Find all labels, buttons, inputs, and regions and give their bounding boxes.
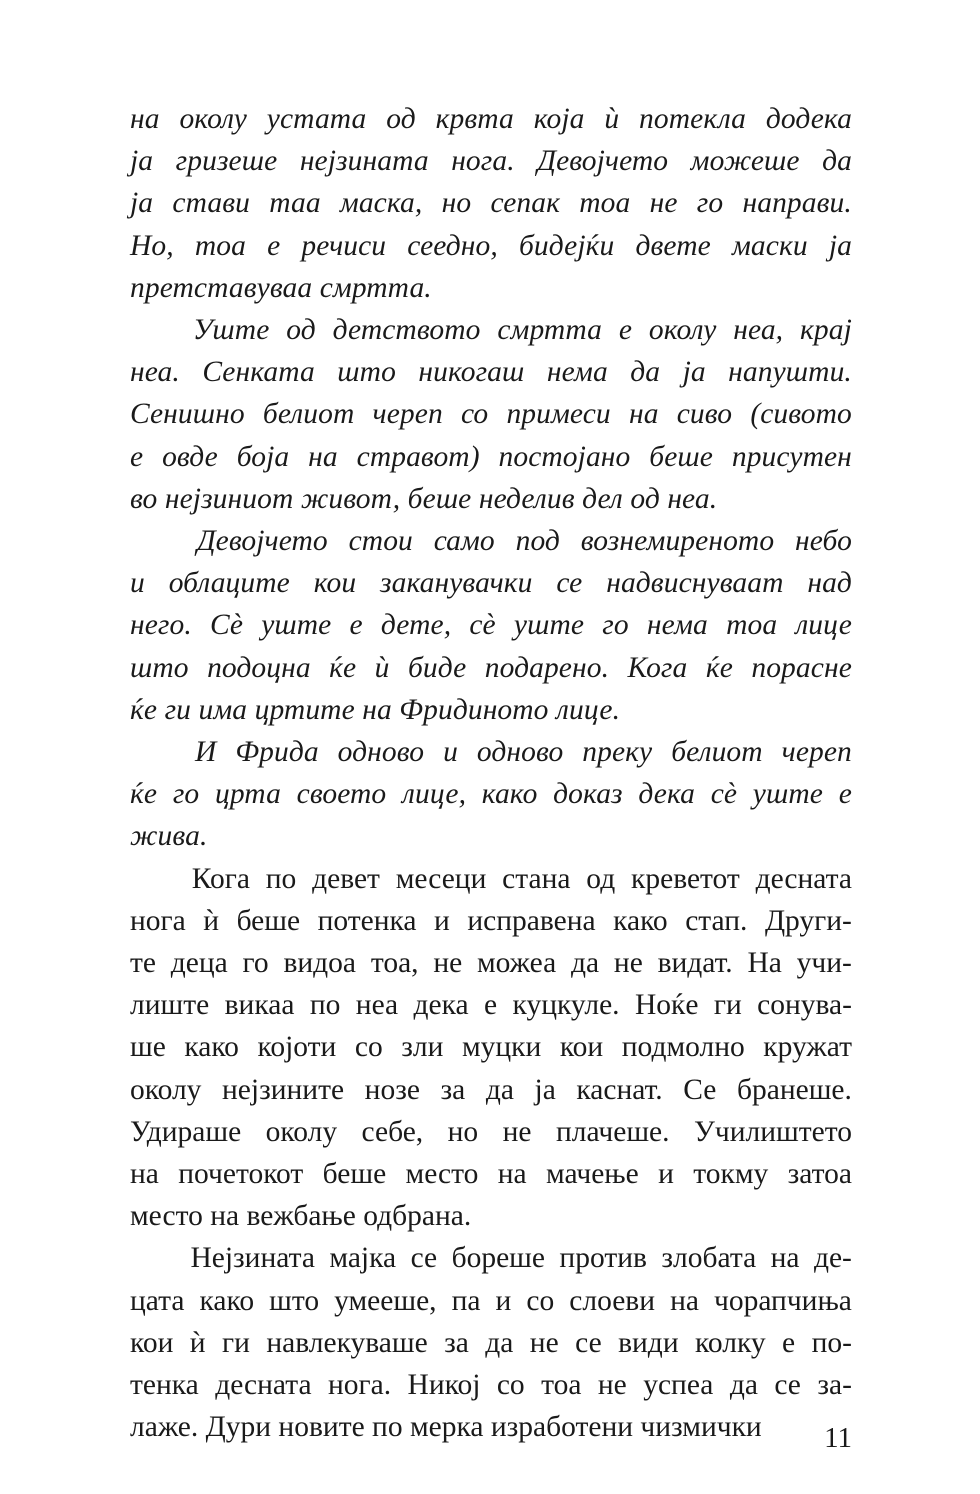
word: на: [670, 1284, 699, 1317]
word: мајка: [329, 1242, 397, 1275]
word: ја: [682, 356, 706, 389]
word: па: [451, 1284, 481, 1317]
word: зли: [401, 1031, 444, 1064]
word: лице,: [402, 778, 467, 811]
word: И: [194, 736, 217, 769]
word: ѝ: [604, 103, 620, 135]
word: затоа: [787, 1158, 852, 1191]
word: е: [484, 989, 498, 1022]
word: ја: [534, 1073, 556, 1106]
word: овде: [162, 440, 218, 473]
word: го: [172, 778, 200, 811]
text-line: жива.: [130, 820, 208, 853]
paragraph-indent: [130, 731, 176, 773]
word: која: [533, 103, 585, 135]
word: бранеше.: [736, 1073, 852, 1106]
word: белиот: [671, 736, 763, 769]
word: да: [630, 356, 661, 389]
word: нејзината: [299, 145, 429, 178]
word: ја: [130, 145, 154, 178]
word: за: [440, 1073, 466, 1106]
word: но: [441, 187, 472, 220]
word: се: [575, 1326, 602, 1359]
word: лиште: [130, 989, 210, 1022]
word: го: [242, 947, 269, 980]
word: кои: [559, 1031, 604, 1064]
word: видоа: [283, 947, 357, 980]
word: по: [265, 862, 297, 895]
word: е: [130, 440, 144, 473]
word: ги: [713, 989, 742, 1022]
word: череп: [372, 398, 443, 431]
word: бидејќи: [518, 229, 615, 262]
word: ѝ: [203, 904, 220, 937]
word: стап.: [685, 904, 748, 937]
word: муцки: [461, 1031, 542, 1064]
word: нога.: [328, 1369, 392, 1402]
word: е: [618, 314, 633, 347]
word: тенка: [130, 1369, 199, 1402]
text-line: претставуваа смртта.: [130, 271, 432, 304]
word: (сивото: [750, 398, 852, 431]
text-line: [130, 351, 852, 393]
paragraph: [130, 858, 852, 1238]
word: тоа: [541, 1369, 582, 1402]
word: навлекуваше: [266, 1326, 428, 1359]
text-line: [130, 773, 852, 815]
text-line: [130, 1069, 852, 1111]
word: потенка: [317, 904, 417, 937]
word: Други-: [764, 904, 852, 937]
word: куцкуле.: [512, 989, 620, 1022]
word: плачеше.: [555, 1115, 670, 1148]
word: тоа: [726, 609, 778, 642]
word: маска,: [339, 187, 423, 220]
word: биде: [407, 651, 467, 684]
word: од: [286, 314, 316, 347]
text-line: ќе ги има цртите на Фридиното лице.: [130, 693, 621, 726]
word: против: [559, 1242, 647, 1275]
word: и: [130, 567, 145, 600]
text-line: лаже. Дури новите по мерка изработени чизмички: [130, 1411, 762, 1444]
text-line: [130, 520, 852, 562]
word: го: [602, 609, 629, 642]
text-line: [130, 731, 852, 773]
word: сеедно,: [407, 229, 498, 262]
word: сиво: [676, 398, 733, 431]
text-line: [130, 182, 852, 224]
word: беше: [649, 440, 713, 473]
word: за-: [817, 1369, 852, 1402]
word: уште: [513, 609, 585, 642]
word: не: [597, 1369, 627, 1402]
word: за: [444, 1326, 469, 1359]
word: Но,: [130, 229, 174, 262]
word: напушти.: [728, 356, 852, 389]
text-line: [130, 647, 852, 689]
word: и: [434, 904, 450, 937]
word: примеси: [506, 398, 611, 431]
word: дека: [638, 778, 695, 811]
word: стои: [348, 525, 413, 558]
word: ќе: [130, 778, 158, 811]
word: подоцна: [207, 651, 311, 684]
word: со: [354, 1031, 383, 1064]
word: облаците: [168, 567, 290, 600]
word: постојано: [498, 440, 631, 473]
word: се: [556, 567, 583, 600]
word: каснат.: [576, 1073, 663, 1106]
word: никогаш: [418, 356, 525, 389]
word: е: [349, 609, 363, 642]
word: од: [586, 862, 616, 895]
word: гризеше: [175, 145, 278, 178]
word: да: [822, 145, 852, 178]
word: околу: [265, 1115, 338, 1148]
word: дете,: [380, 609, 452, 642]
word: Никој: [407, 1369, 481, 1402]
word: чорапчиња: [714, 1284, 852, 1317]
word: сонува-: [757, 989, 852, 1022]
word: ја: [130, 187, 154, 220]
word: деца: [170, 947, 228, 980]
word: ше: [130, 1031, 166, 1064]
word: Сѐ: [210, 609, 244, 642]
word: како: [184, 1031, 239, 1064]
word: нога.: [451, 145, 515, 178]
word: десната: [755, 862, 852, 895]
text-line: [130, 98, 852, 140]
paragraph: [130, 309, 852, 520]
text-line: [130, 309, 852, 351]
word: што: [269, 1284, 320, 1317]
word: на: [130, 103, 160, 135]
word: тоа: [194, 229, 246, 262]
word: смртта: [497, 314, 602, 347]
word: по-: [811, 1326, 852, 1359]
text-line: [130, 1322, 852, 1364]
word: учи-: [796, 947, 852, 980]
word: заканувачки: [380, 567, 533, 600]
word: можеше: [690, 145, 800, 178]
word: череп: [781, 736, 852, 769]
word: Се: [683, 1073, 717, 1106]
word: види: [618, 1326, 679, 1359]
word: под: [515, 525, 560, 558]
word: Удираше: [130, 1115, 242, 1148]
word: сепак: [490, 187, 561, 220]
word: од: [386, 103, 416, 135]
word: злобата: [661, 1242, 757, 1275]
word: го: [696, 187, 724, 220]
word: што: [337, 356, 396, 389]
word: со: [526, 1284, 555, 1317]
word: тоа: [579, 187, 631, 220]
word: маски: [731, 229, 808, 262]
word: и: [443, 736, 458, 769]
word: устата: [266, 103, 367, 135]
word: крај: [800, 314, 852, 347]
word: нејзините: [222, 1073, 345, 1106]
word: како: [199, 1284, 255, 1317]
word: стравот): [356, 440, 480, 473]
text-line: [130, 1280, 852, 1322]
word: се: [774, 1369, 801, 1402]
word: ќе: [705, 651, 733, 684]
word: На: [747, 947, 782, 980]
word: на: [770, 1242, 800, 1275]
word: ги: [222, 1326, 250, 1359]
word: стави: [172, 187, 250, 220]
word: почетокот: [178, 1158, 304, 1191]
word: е: [267, 229, 281, 262]
paragraph-indent: [130, 858, 176, 900]
word: Училиштето: [693, 1115, 852, 1148]
word: белиот: [262, 398, 355, 431]
word: потекла: [639, 103, 747, 135]
word: на: [497, 1158, 527, 1191]
word: со: [460, 398, 489, 431]
word: вознемиреното: [580, 525, 775, 558]
word: околу: [130, 1073, 202, 1106]
text-line: [130, 225, 852, 267]
word: не: [649, 187, 678, 220]
word: кружат: [763, 1031, 852, 1064]
text-line: [130, 984, 852, 1026]
text-line: [130, 140, 852, 182]
word: те: [130, 947, 156, 980]
word: видат.: [657, 947, 733, 980]
word: умееше,: [334, 1284, 437, 1317]
word: крвта: [435, 103, 514, 135]
word: не: [529, 1326, 559, 1359]
word: Фрида: [235, 736, 319, 769]
word: успеа: [643, 1369, 714, 1402]
word: Кога: [191, 862, 250, 895]
text-line: [130, 1026, 852, 1068]
word: уште: [261, 609, 332, 642]
paragraph-indent: [130, 520, 176, 562]
page-number: 11: [824, 1422, 852, 1454]
word: боја: [236, 440, 290, 473]
word: надвиснуваат: [606, 567, 784, 600]
word: таа: [269, 187, 321, 220]
word: подмолно: [621, 1031, 745, 1064]
word: нозе: [364, 1073, 420, 1106]
word: како: [613, 904, 668, 937]
paragraph: [130, 1237, 852, 1448]
word: само: [433, 525, 495, 558]
word: доказ: [553, 778, 623, 811]
word: и: [658, 1158, 674, 1191]
word: да: [485, 1073, 514, 1106]
word: подарено.: [484, 651, 610, 684]
text-line: [130, 1237, 852, 1279]
word: којоти: [257, 1031, 337, 1064]
text-line: [130, 1153, 852, 1195]
word: нога: [130, 904, 186, 937]
word: неа,: [733, 314, 784, 347]
word: Девојчето: [537, 145, 669, 178]
text-line: [130, 436, 852, 478]
word: и: [495, 1284, 512, 1317]
word: ја: [828, 229, 852, 262]
word: тоа,: [370, 947, 419, 980]
word: околу: [179, 103, 247, 135]
text-line: [130, 604, 852, 646]
text-line: [130, 942, 852, 984]
paragraph: [130, 520, 852, 731]
word: одново: [476, 736, 564, 769]
word: себе,: [361, 1115, 424, 1148]
word: Ноќе: [634, 989, 699, 1022]
word: де-: [813, 1242, 852, 1275]
word: не: [502, 1115, 532, 1148]
word: на: [130, 1158, 159, 1191]
word: е: [838, 778, 852, 811]
text-line: [130, 1364, 852, 1406]
word: мачење: [546, 1158, 639, 1191]
word: преку: [582, 736, 653, 769]
word: со: [496, 1369, 525, 1402]
word: беше: [236, 904, 301, 937]
word: околу: [648, 314, 717, 347]
paragraph: [130, 98, 852, 309]
word: уште: [752, 778, 823, 811]
word: стана: [502, 862, 571, 895]
word: ѝ: [189, 1326, 206, 1359]
word: ќе: [329, 651, 357, 684]
word: кои: [313, 567, 357, 600]
word: Сенката: [202, 356, 315, 389]
word: исправена: [467, 904, 596, 937]
word: по: [309, 989, 341, 1022]
word: но: [447, 1115, 479, 1148]
paragraph-indent: [130, 1237, 176, 1279]
text-line: место на вежбање одбрана.: [130, 1200, 472, 1233]
word: над: [807, 567, 852, 600]
word: двете: [635, 229, 711, 262]
word: своето: [296, 778, 387, 811]
paragraph: [130, 731, 852, 858]
word: неа: [355, 989, 399, 1022]
word: лице: [795, 609, 852, 642]
word: сѐ: [710, 778, 738, 811]
word: ѝ: [374, 651, 390, 684]
text-line: [130, 1111, 852, 1153]
word: не: [613, 947, 643, 980]
word: како: [481, 778, 538, 811]
word: се: [410, 1242, 438, 1275]
word: небо: [795, 525, 852, 558]
word: направи.: [742, 187, 852, 220]
text-line: [130, 900, 852, 942]
word: месеци: [395, 862, 487, 895]
word: Нејзината: [190, 1242, 315, 1275]
word: не: [433, 947, 463, 980]
word: можеа: [477, 947, 557, 980]
word: да: [485, 1326, 514, 1359]
word: Кога: [627, 651, 688, 684]
word: Сенишно: [130, 398, 245, 431]
word: десната: [215, 1369, 312, 1402]
word: детството: [332, 314, 481, 347]
page-text-block: [130, 98, 852, 1449]
word: сѐ: [469, 609, 496, 642]
text-line: [130, 858, 852, 900]
word: токму: [693, 1158, 769, 1191]
word: додека: [765, 103, 852, 135]
word: присутен: [731, 440, 852, 473]
word: речиси: [301, 229, 387, 262]
text-line: [130, 393, 852, 435]
word: нема: [646, 609, 708, 642]
word: цата: [130, 1284, 185, 1317]
word: црта: [215, 778, 281, 811]
word: порасне: [751, 651, 852, 684]
word: колку: [695, 1326, 766, 1359]
word: нема: [546, 356, 608, 389]
word: да: [571, 947, 600, 980]
word: Уште: [192, 314, 270, 347]
word: дека: [413, 989, 469, 1022]
text-line: во нејзиниот живот, беше неделив дел од неа.: [130, 482, 718, 515]
word: место: [405, 1158, 479, 1191]
word: девет: [312, 862, 380, 895]
word: одново: [337, 736, 425, 769]
word: викаа: [224, 989, 295, 1022]
word: бореше: [451, 1242, 545, 1275]
word: беше: [322, 1158, 387, 1191]
word: кои: [130, 1326, 174, 1359]
word: креветот: [631, 862, 740, 895]
word: да: [729, 1369, 758, 1402]
word: Девојчето: [196, 525, 328, 558]
word: е: [782, 1326, 796, 1359]
word: на: [628, 398, 659, 431]
word: на: [308, 440, 338, 473]
paragraph-indent: [130, 309, 176, 351]
word: што: [130, 651, 189, 684]
word: слоеви: [569, 1284, 656, 1317]
text-line: [130, 562, 852, 604]
word: него.: [130, 609, 192, 642]
word: неа.: [130, 356, 180, 389]
